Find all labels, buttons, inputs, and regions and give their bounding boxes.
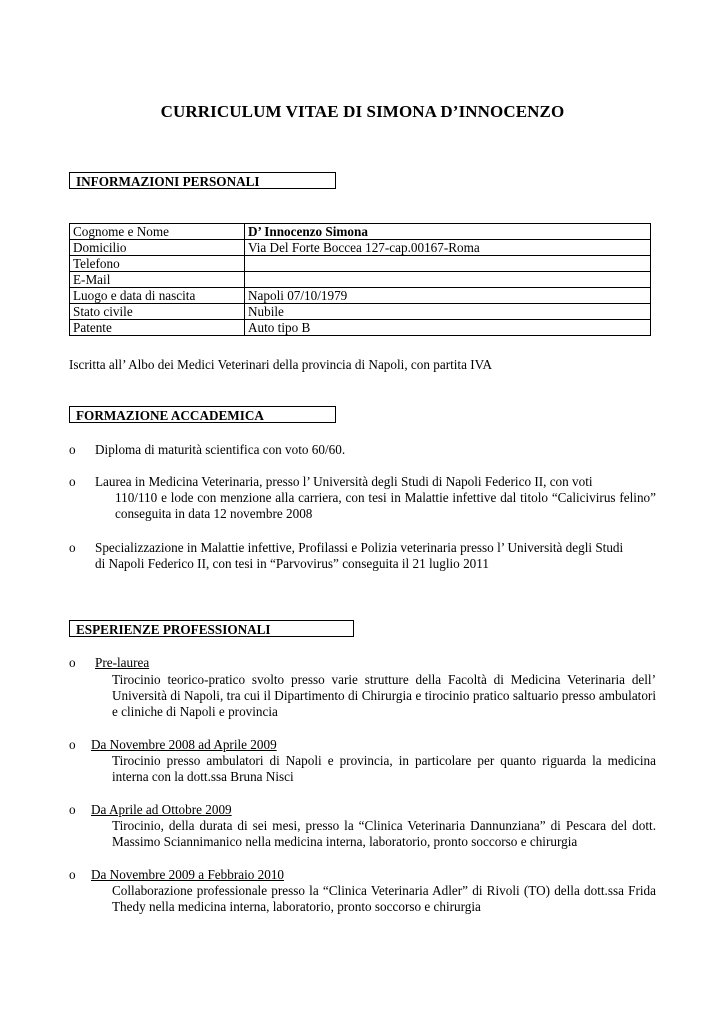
row-value: D’ Innocenzo Simona <box>245 224 651 240</box>
education-item-text: Diploma di maturità scientifica con voto 60/60. <box>95 442 346 457</box>
bullet-icon: o <box>69 655 76 670</box>
table-row <box>70 272 651 288</box>
experience-heading: Pre-laurea <box>95 655 150 670</box>
row-label: E-Mail <box>70 272 245 288</box>
row-label: Stato civile <box>70 304 245 320</box>
experience-text: Collaborazione professionale presso la “Clinica Veterinaria Adler” di Rivoli (TO) della dott.ssa Frida Thedy nella medicina interna, laboratorio, pronto soccorso e chirurgia <box>112 883 656 914</box>
bullet-icon: o <box>69 867 76 882</box>
row-value: Napoli 07/10/1979 <box>245 288 651 304</box>
table-row <box>70 256 651 272</box>
row-label: Telefono <box>70 256 245 272</box>
education-item <box>95 540 656 572</box>
education-item <box>95 442 656 458</box>
document-title: CURRICULUM VITAE DI SIMONA D’INNOCENZO <box>160 102 565 121</box>
row-value: Nubile <box>245 304 651 320</box>
bullet-icon: o <box>69 540 76 555</box>
registration-note: Iscritta all’ Albo dei Medici Veterinari della provincia di Napoli, con partita IVA <box>69 357 492 372</box>
row-value: Auto tipo B <box>245 320 651 336</box>
education-item-text: Specializzazione in Malattie infettive, Profilassi e Polizia veterinaria presso l’ Università degli Studi <box>95 540 624 555</box>
row-label: Luogo e data di nascita <box>70 288 245 304</box>
row-label: Domicilio <box>70 240 245 256</box>
education-item <box>95 474 656 522</box>
row-label: Patente <box>70 320 245 336</box>
bullet-icon: o <box>69 474 76 489</box>
experience-heading: Da Novembre 2008 ad Aprile 2009 <box>91 737 277 752</box>
experience-text: Tirocinio, della durata di sei mesi, presso la “Clinica Veterinaria Dannunziana” di Pescara del dott. Massimo Sciannimanico nella medicina interna, laboratorio, pronto soccorso e chirurgia <box>112 818 656 849</box>
row-value <box>245 256 651 272</box>
table-row <box>70 224 651 240</box>
experience-heading: Da Novembre 2009 a Febbraio 2010 <box>91 867 285 882</box>
section-heading-experience: ESPERIENZE PROFESSIONALI <box>69 620 354 637</box>
table-row <box>70 288 651 304</box>
education-item-text: Laurea in Medicina Veterinaria, presso l’ Università degli Studi di Napoli Federico II, con voti <box>95 474 593 489</box>
section-heading-personal: INFORMAZIONI PERSONALI <box>69 172 336 189</box>
experience-text: Tirocinio teorico-pratico svolto presso varie strutture della Facoltà di Medicina Veterinaria dell’ Università di Napoli, tra cui il Dipartimento di Chirurgia e tirocinio pratico saltuario presso ambulatori e cliniche di Napoli e provincia <box>112 672 656 719</box>
table-row <box>70 240 651 256</box>
bullet-icon: o <box>69 737 76 752</box>
education-item-continuation: di Napoli Federico II, con tesi in “Parvovirus” conseguita il 21 luglio 2011 <box>95 556 489 571</box>
experience-heading: Da Aprile ad Ottobre 2009 <box>91 802 232 817</box>
row-label: Cognome e Nome <box>70 224 245 240</box>
experience-text: Tirocinio presso ambulatori di Napoli e provincia, in particolare per quanto riguarda la medicina interna con la dott.ssa Bruna Nisci <box>112 753 656 784</box>
table-row <box>70 320 651 336</box>
row-value: Via Del Forte Boccea 127-cap.00167-Roma <box>245 240 651 256</box>
bullet-icon: o <box>69 802 76 817</box>
section-heading-education: FORMAZIONE ACCADEMICA <box>69 406 336 423</box>
education-item-continuation: 110/110 e lode con menzione alla carriera, con tesi in Malattie infettive dal titolo “Calicivirus felino” conseguita in data 12 novembre 2008 <box>115 490 656 521</box>
personal-info-table <box>69 223 651 336</box>
table-row <box>70 304 651 320</box>
bullet-icon: o <box>69 442 76 457</box>
row-value <box>245 272 651 288</box>
